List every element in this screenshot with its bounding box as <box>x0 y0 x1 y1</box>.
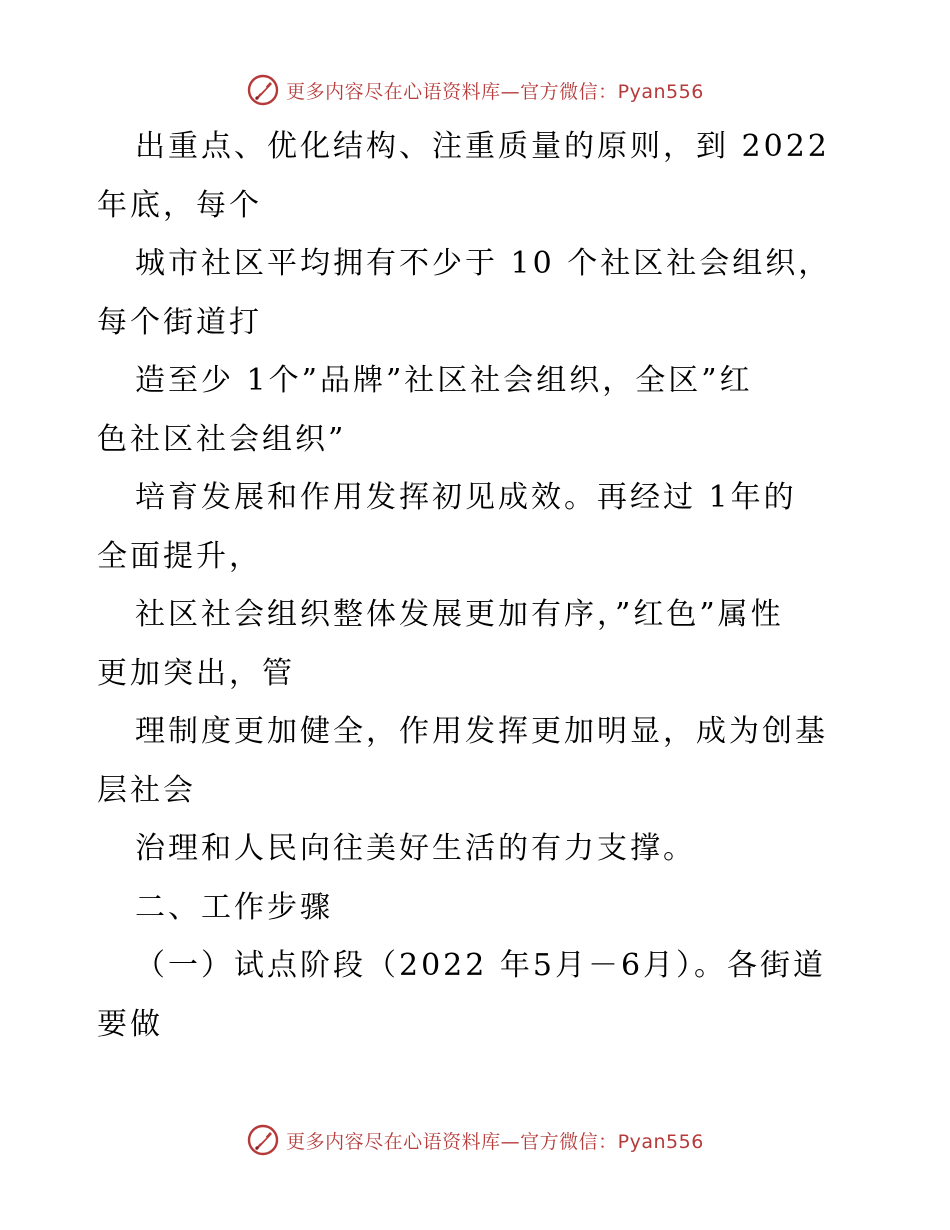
watermark-text: 更多内容尽在心语资料库—官方微信：Pyan556 <box>286 1130 704 1153</box>
text-line: 全面提升， <box>97 538 262 574</box>
header-watermark <box>0 72 950 108</box>
section-heading: 二、工作步骤 <box>135 889 333 925</box>
text-line: 理制度更加健全，作用发挥更加明显，成为创基 <box>135 714 828 749</box>
text-line: 造至少 1个”品牌”社区社会组织，全区”红 <box>135 363 753 398</box>
text-line: （一）试点阶段（2022 年5月－6月）。各街道 <box>135 948 827 983</box>
text-line: 社区社会组织整体发展更加有序，”红色”属性 <box>135 597 784 632</box>
text-line: 年底，每个 <box>97 187 262 223</box>
feather-pen-logo-icon <box>246 73 280 107</box>
text-line: 治理和人民向往美好生活的有力支撑。 <box>135 831 696 866</box>
document-body <box>97 118 857 1054</box>
text-line: 更加突出，管 <box>97 655 295 691</box>
text-line: 出重点、优化结构、注重质量的原则，到 2022 <box>135 129 830 164</box>
footer-watermark <box>0 1122 950 1158</box>
text-line: 层社会 <box>97 772 196 808</box>
watermark-text: 更多内容尽在心语资料库—官方微信：Pyan556 <box>286 80 704 103</box>
text-line: 色社区社会组织” <box>97 421 347 457</box>
text-line: 城市社区平均拥有不少于 10 个社区社会组织， <box>135 246 832 281</box>
feather-pen-logo-icon <box>246 1123 280 1157</box>
text-line: 要做 <box>97 1006 163 1042</box>
text-line: 培育发展和作用发挥初见成效。再经过 1年的 <box>135 480 797 515</box>
text-line: 每个街道打 <box>97 304 262 340</box>
